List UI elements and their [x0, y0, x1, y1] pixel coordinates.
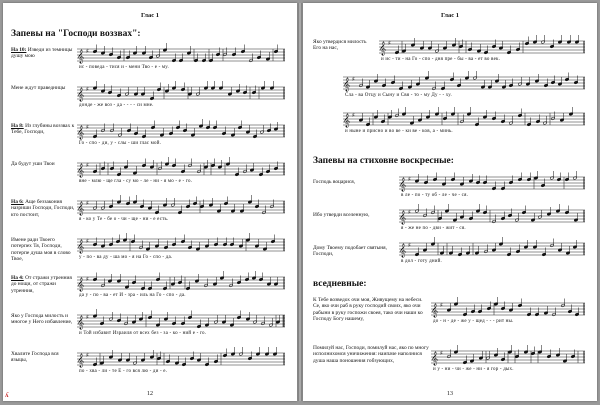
verse-text: Мене ждут праведницы — [11, 85, 66, 91]
lyric-line: в ле - по - ту об - ле - че - ся. — [401, 193, 469, 198]
sharp-icon: ♯ — [86, 352, 89, 359]
treble-clef-icon: 𝄞 — [379, 41, 387, 55]
verse-label — [313, 212, 389, 218]
music-staff — [77, 351, 285, 367]
verse-label — [313, 39, 375, 52]
music-staff — [343, 75, 585, 91]
sharp-icon: ♯ — [86, 86, 89, 93]
lyric-line: до - н - де - же у - щед - - - рит ны. — [433, 319, 514, 324]
verse-label — [11, 85, 75, 91]
treble-clef-icon: 𝄞 — [431, 303, 439, 317]
verse-text: Дому Твоему подобает святыня, Господи, — [313, 245, 387, 258]
music-staff — [431, 349, 585, 365]
verse-text: Из глубины воззвах к Тебе, Господи, — [11, 123, 75, 136]
music-staff — [77, 123, 285, 139]
verse-text: Ибо утверди вселенную, — [313, 212, 370, 218]
music-staff — [77, 47, 285, 63]
lyric-line: Го - спо - ди, у - слы - ши глас мой. — [79, 141, 162, 146]
music-staff — [77, 199, 285, 215]
music-staff — [399, 175, 585, 191]
left-page-number: 12 — [147, 391, 153, 397]
right-page — [303, 3, 597, 401]
lyric-line: я - же не по - дви - жит - ся. — [401, 226, 466, 231]
verse-label — [313, 179, 389, 185]
verse-label — [11, 313, 75, 326]
lyric-line: я - ко у Те - бе о - чи - ще - ни - е есть. — [79, 217, 169, 222]
treble-clef-icon: 𝄞 — [343, 77, 351, 91]
treble-clef-icon: 𝄞 — [77, 163, 85, 177]
right-section2-title: Запевы на стиховне воскресные: — [313, 156, 454, 166]
verse-text: Господь воцарися, — [313, 179, 356, 185]
verse-text: Яко у Господа милость и многое у Него избавление, — [11, 313, 73, 326]
sharp-icon: ♯ — [408, 209, 411, 216]
sharp-icon: ♯ — [440, 350, 443, 357]
verse-text: Помилуй нас, Господи, помилуй нас, яко по многу исполнихомся уничижения: наипаче наполнися душа наша поношения гобзующих, — [313, 345, 429, 364]
lyric-line: в дол - готу дний. — [401, 259, 442, 264]
lyric-line: и ис - ти - на Го - спо - дня пре - бы - ва - ет во век. — [381, 57, 501, 62]
lyric-line: по - хва - ли - те Е - го вся лю - ди - е. — [79, 369, 168, 374]
right-section3-title: вседневные: — [313, 279, 367, 289]
left-page — [3, 3, 297, 401]
lyric-line: да у - по - ва - ет И - зра - иль на Го - спо - да. — [79, 293, 186, 298]
music-staff — [77, 161, 285, 177]
verse-text: Изведи из темницы душу мою — [11, 47, 73, 60]
treble-clef-icon: 𝄞 — [77, 87, 85, 101]
treble-clef-icon: 𝄞 — [77, 201, 85, 215]
verse-label — [11, 123, 75, 136]
treble-clef-icon: 𝄞 — [77, 315, 85, 329]
treble-clef-icon: 𝄞 — [399, 243, 407, 257]
sharp-icon: ♯ — [86, 200, 89, 207]
verse-number: На 6: — [11, 199, 24, 205]
sharp-icon: ♯ — [408, 176, 411, 183]
treble-clef-icon: 𝄞 — [399, 177, 407, 191]
treble-clef-icon: 𝄞 — [77, 49, 85, 63]
lyric-line: и ныне и присно и во ве - ки ве - ков, а - минь. — [345, 129, 453, 134]
sharp-icon: ♯ — [388, 40, 391, 47]
verse-text: Хвалите Господа вся языцы, — [11, 351, 59, 364]
verse-label — [11, 351, 75, 364]
verse-label — [11, 237, 75, 263]
verse-label — [313, 297, 429, 323]
verse-label — [11, 47, 75, 60]
verse-text: Яко утвердися милость Его на нас, — [313, 39, 367, 52]
verse-text: К Тебе возведох очи моя, Живущему на небеси. Се, яко очи раб в руку господий своих, яко очи рабыни в руку госпожи своея, тако очи наши ко Господу Богу нашему, — [313, 297, 423, 323]
verse-number: На 8: — [11, 123, 24, 129]
verse-text: От стражи утренния до нощи, от стражи утренния, — [11, 275, 72, 294]
treble-clef-icon: 𝄞 — [77, 353, 85, 367]
music-staff — [343, 111, 585, 127]
sharp-icon: ♯ — [86, 276, 89, 283]
music-staff — [77, 85, 285, 101]
lyric-line: и у - ни - чи - же - ни - я гор - дых. — [433, 367, 514, 372]
lyric-line: и Той избавит Израиля от всех без - за - ко - ний е - го. — [79, 331, 207, 336]
music-staff — [431, 301, 585, 317]
verse-label — [313, 345, 429, 364]
music-staff — [77, 313, 285, 329]
verse-text: Да будут уши Твои — [11, 161, 55, 167]
lyric-line: у - по - ва ду - ша мо - я на Го - спо - да. — [79, 255, 173, 260]
right-page-number: 13 — [447, 391, 453, 397]
sharp-icon: ♯ — [86, 162, 89, 169]
sharp-icon: ♯ — [440, 302, 443, 309]
sharp-icon: ♯ — [352, 76, 355, 83]
treble-clef-icon: 𝄞 — [77, 277, 85, 291]
verse-number: На 4: — [11, 275, 24, 281]
sharp-icon: ♯ — [86, 48, 89, 55]
lyric-line: Сла - ва Отцу и Сыну и Свя - то - му Ду - - ху. — [345, 93, 452, 98]
treble-clef-icon: 𝄞 — [77, 125, 85, 139]
lyric-line: ис - поведа - тися и - мени Тво - е - му. — [79, 65, 169, 70]
left-page-header: Глас 1 — [140, 12, 160, 19]
lyric-line: вне - млю - ще гла - су мо - ле - ни - я мо - е - го. — [79, 179, 193, 184]
music-staff — [77, 275, 285, 291]
verse-label — [11, 275, 75, 294]
treble-clef-icon: 𝄞 — [431, 351, 439, 365]
sharp-icon: ♯ — [86, 124, 89, 131]
verse-text: Аще беззакония назриши Господи, Господи, кто постоит, — [11, 199, 75, 218]
verse-text: Имене ради Твоего потерпех Тя, Господи, потерпе душа моя в слово Твое, — [11, 237, 71, 263]
treble-clef-icon: 𝄞 — [399, 210, 407, 224]
music-staff — [379, 39, 585, 55]
sharp-icon: ♯ — [86, 314, 89, 321]
sharp-icon: ♯ — [352, 112, 355, 119]
verse-label — [313, 245, 389, 258]
treble-clef-icon: 𝄞 — [343, 113, 351, 127]
music-staff — [399, 241, 585, 257]
music-staff — [77, 237, 285, 253]
verse-label — [11, 161, 75, 167]
verse-label — [11, 199, 75, 218]
right-page-header: Глас 1 — [440, 12, 460, 19]
verse-number: На 10: — [11, 47, 27, 53]
watermark-mark: ʎ — [5, 391, 9, 399]
left-section-title: Запевы на "Господи воззвах": — [11, 29, 141, 39]
sharp-icon: ♯ — [86, 238, 89, 245]
book-spine — [298, 3, 302, 401]
sharp-icon: ♯ — [408, 242, 411, 249]
treble-clef-icon: 𝄞 — [77, 239, 85, 253]
lyric-line: донде - же воз - да - - - - си мне. — [79, 103, 154, 108]
music-staff — [399, 208, 585, 224]
